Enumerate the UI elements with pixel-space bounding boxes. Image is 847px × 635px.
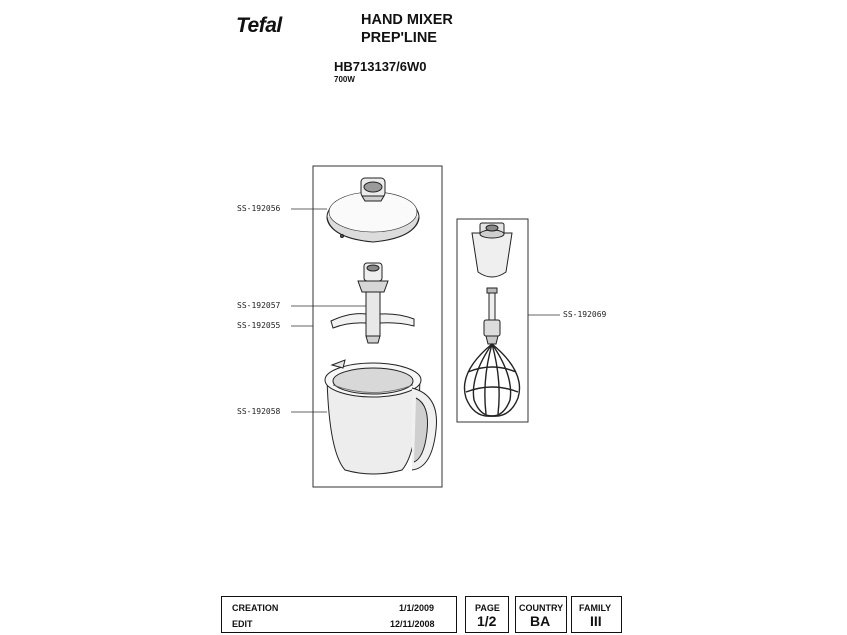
country-value: BA: [530, 613, 551, 629]
product-name: HAND MIXER: [361, 12, 453, 28]
page-label: PAGE: [475, 603, 500, 613]
lid-part: [327, 178, 419, 242]
edit-date: 12/11/2008: [390, 619, 435, 629]
whisk-part: [464, 288, 519, 416]
part-label-lid: SS-192056: [237, 204, 281, 213]
edit-label: EDIT: [232, 619, 253, 629]
product-line: PREP'LINE: [361, 30, 437, 46]
creation-label: CREATION: [232, 603, 279, 613]
part-label-whisk-set: SS-192069: [563, 310, 607, 319]
footer-family-cell: [571, 596, 622, 633]
family-label: FAMILY: [579, 603, 612, 613]
footer-country-cell: [515, 596, 567, 633]
page-value: 1/2: [477, 613, 497, 629]
footer-dates-cell: [221, 596, 457, 633]
family-value: III: [590, 613, 602, 629]
whisk-adapter-part: [472, 223, 512, 277]
part-label-blade: SS-192057: [237, 301, 281, 310]
blade-part: [331, 263, 414, 343]
power-rating: 700W: [334, 75, 355, 84]
model-number: HB713137/6W0: [334, 59, 427, 74]
footer-page-cell: [465, 596, 509, 633]
country-label: COUNTRY: [519, 603, 564, 613]
creation-date: 1/1/2009: [399, 603, 435, 613]
footer-info-table: [221, 596, 622, 635]
tefal-logo: Tefal: [236, 14, 282, 37]
part-label-chopper-set: SS-192055: [237, 321, 281, 330]
part-label-bowl: SS-192058: [237, 407, 281, 416]
bowl-part: [325, 360, 437, 474]
